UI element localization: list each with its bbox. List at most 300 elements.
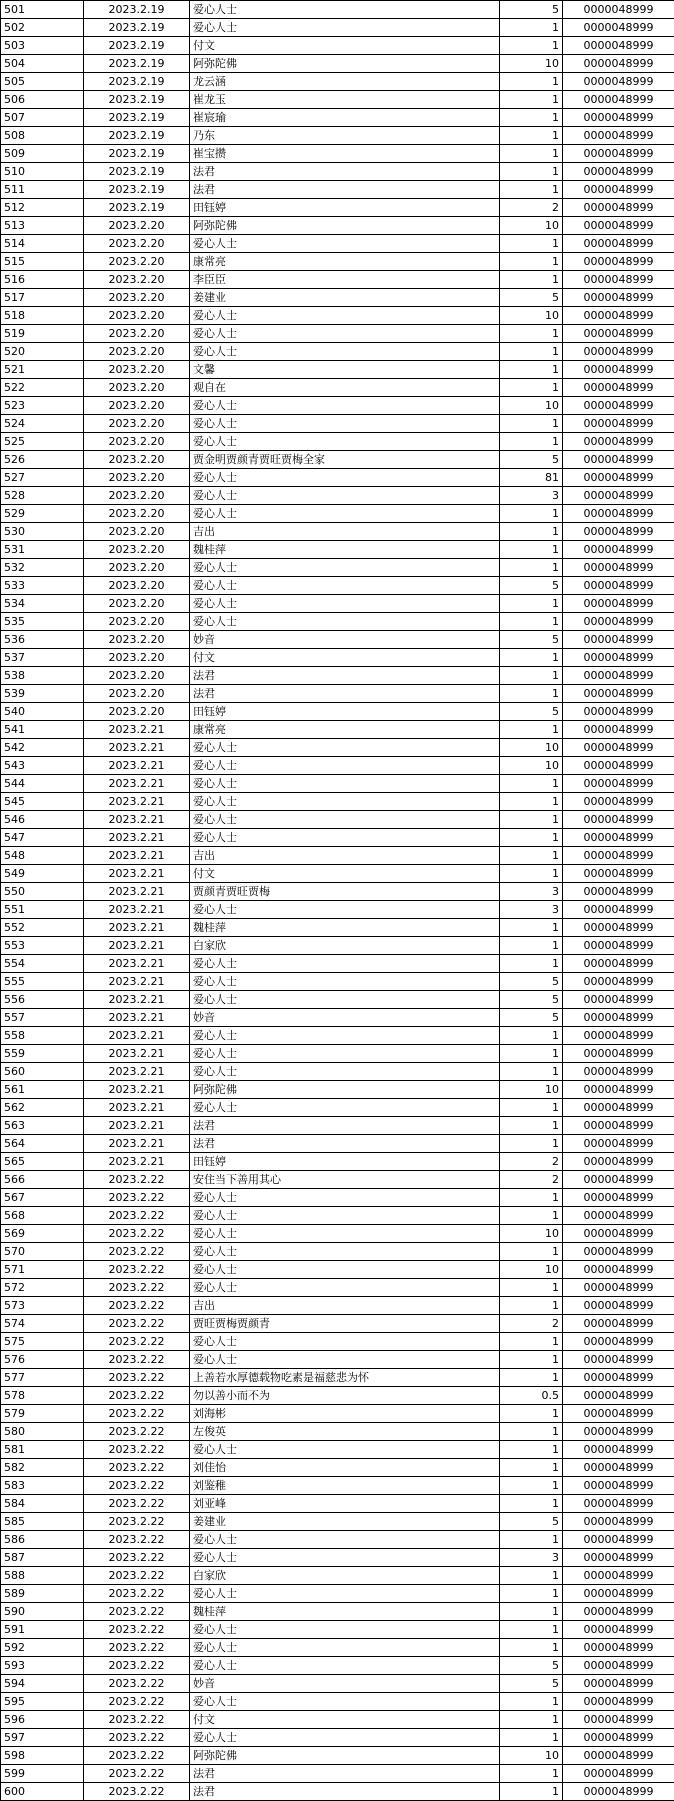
- account-number-cell: 0000048999: [563, 1243, 674, 1261]
- amount-cell: 1: [500, 1027, 563, 1045]
- amount-cell: 1: [500, 847, 563, 865]
- donor-name-cell: 乃东: [190, 127, 500, 145]
- serial-number-cell: 575: [1, 1333, 84, 1351]
- table-row: [1, 1639, 674, 1657]
- donor-name-cell: 法君: [190, 1135, 500, 1153]
- amount-cell: 1: [500, 1333, 563, 1351]
- account-number-cell: 0000048999: [563, 1009, 674, 1027]
- table-row: [1, 1261, 674, 1279]
- donor-name-cell: 吉出: [190, 523, 500, 541]
- serial-number-cell: 523: [1, 397, 84, 415]
- table-row: [1, 1567, 674, 1585]
- amount-cell: 1: [500, 181, 563, 199]
- donor-name-cell: 爱心人士: [190, 955, 500, 973]
- donor-name-cell: 爱心人士: [190, 1207, 500, 1225]
- account-number-cell: 0000048999: [563, 325, 674, 343]
- amount-cell: 1: [500, 667, 563, 685]
- account-number-cell: 0000048999: [563, 559, 674, 577]
- serial-number-cell: 594: [1, 1675, 84, 1693]
- serial-number-cell: 566: [1, 1171, 84, 1189]
- table-row: [1, 1711, 674, 1729]
- table-row: [1, 343, 674, 361]
- amount-cell: 1: [500, 793, 563, 811]
- serial-number-cell: 556: [1, 991, 84, 1009]
- account-number-cell: 0000048999: [563, 667, 674, 685]
- account-number-cell: 0000048999: [563, 505, 674, 523]
- donor-name-cell: 法君: [190, 667, 500, 685]
- account-number-cell: 0000048999: [563, 901, 674, 919]
- account-number-cell: 0000048999: [563, 1135, 674, 1153]
- amount-cell: 5: [500, 991, 563, 1009]
- account-number-cell: 0000048999: [563, 271, 674, 289]
- amount-cell: 5: [500, 289, 563, 307]
- donor-name-cell: 爱心人士: [190, 811, 500, 829]
- serial-number-cell: 564: [1, 1135, 84, 1153]
- amount-cell: 1: [500, 685, 563, 703]
- date-cell: 2023.2.22: [84, 1603, 190, 1621]
- date-cell: 2023.2.21: [84, 1063, 190, 1081]
- account-number-cell: 0000048999: [563, 1081, 674, 1099]
- amount-cell: 10: [500, 757, 563, 775]
- amount-cell: 1: [500, 613, 563, 631]
- serial-number-cell: 593: [1, 1657, 84, 1675]
- amount-cell: 1: [500, 811, 563, 829]
- amount-cell: 3: [500, 901, 563, 919]
- date-cell: 2023.2.22: [84, 1567, 190, 1585]
- date-cell: 2023.2.20: [84, 523, 190, 541]
- amount-cell: 5: [500, 703, 563, 721]
- table-row: [1, 757, 674, 775]
- donor-name-cell: 上善若水厚德载物吃素是福慈悲为怀: [190, 1369, 500, 1387]
- donor-name-cell: 爱心人士: [190, 1441, 500, 1459]
- donor-name-cell: 爱心人士: [190, 19, 500, 37]
- date-cell: 2023.2.22: [84, 1639, 190, 1657]
- date-cell: 2023.2.20: [84, 541, 190, 559]
- donor-name-cell: 吉出: [190, 847, 500, 865]
- table-row: [1, 775, 674, 793]
- serial-number-cell: 531: [1, 541, 84, 559]
- date-cell: 2023.2.20: [84, 217, 190, 235]
- serial-number-cell: 597: [1, 1729, 84, 1747]
- date-cell: 2023.2.22: [84, 1441, 190, 1459]
- table-row: [1, 109, 674, 127]
- account-number-cell: 0000048999: [563, 793, 674, 811]
- serial-number-cell: 529: [1, 505, 84, 523]
- donor-name-cell: 刘佳怡: [190, 1459, 500, 1477]
- date-cell: 2023.2.20: [84, 613, 190, 631]
- serial-number-cell: 559: [1, 1045, 84, 1063]
- table-row: [1, 1495, 674, 1513]
- amount-cell: 1: [500, 523, 563, 541]
- amount-cell: 1: [500, 1117, 563, 1135]
- account-number-cell: 0000048999: [563, 1765, 674, 1783]
- account-number-cell: 0000048999: [563, 1783, 674, 1801]
- donor-name-cell: 阿弥陀佛: [190, 55, 500, 73]
- table-row: [1, 1279, 674, 1297]
- amount-cell: 1: [500, 1495, 563, 1513]
- serial-number-cell: 512: [1, 199, 84, 217]
- account-number-cell: 0000048999: [563, 1225, 674, 1243]
- table-row: [1, 937, 674, 955]
- account-number-cell: 0000048999: [563, 1369, 674, 1387]
- account-number-cell: 0000048999: [563, 919, 674, 937]
- date-cell: 2023.2.19: [84, 55, 190, 73]
- donor-name-cell: 爱心人士: [190, 829, 500, 847]
- table-row: [1, 793, 674, 811]
- serial-number-cell: 509: [1, 145, 84, 163]
- donor-name-cell: 付文: [190, 37, 500, 55]
- table-row: [1, 847, 674, 865]
- date-cell: 2023.2.21: [84, 847, 190, 865]
- table-row: [1, 1675, 674, 1693]
- table-row: [1, 181, 674, 199]
- table-row: [1, 379, 674, 397]
- serial-number-cell: 538: [1, 667, 84, 685]
- amount-cell: 10: [500, 1261, 563, 1279]
- account-number-cell: 0000048999: [563, 1351, 674, 1369]
- amount-cell: 1: [500, 91, 563, 109]
- serial-number-cell: 555: [1, 973, 84, 991]
- account-number-cell: 0000048999: [563, 1, 674, 19]
- serial-number-cell: 579: [1, 1405, 84, 1423]
- donor-name-cell: 法君: [190, 1783, 500, 1801]
- account-number-cell: 0000048999: [563, 1531, 674, 1549]
- table-row: [1, 1423, 674, 1441]
- account-number-cell: 0000048999: [563, 469, 674, 487]
- amount-cell: 1: [500, 1711, 563, 1729]
- serial-number-cell: 600: [1, 1783, 84, 1801]
- serial-number-cell: 595: [1, 1693, 84, 1711]
- serial-number-cell: 569: [1, 1225, 84, 1243]
- donor-name-cell: 爱心人士: [190, 397, 500, 415]
- serial-number-cell: 584: [1, 1495, 84, 1513]
- account-number-cell: 0000048999: [563, 487, 674, 505]
- serial-number-cell: 587: [1, 1549, 84, 1567]
- account-number-cell: 0000048999: [563, 145, 674, 163]
- table-row: [1, 1099, 674, 1117]
- serial-number-cell: 548: [1, 847, 84, 865]
- donor-name-cell: 吉出: [190, 1297, 500, 1315]
- serial-number-cell: 501: [1, 1, 84, 19]
- account-number-cell: 0000048999: [563, 289, 674, 307]
- donor-name-cell: 爱心人士: [190, 595, 500, 613]
- date-cell: 2023.2.19: [84, 19, 190, 37]
- date-cell: 2023.2.22: [84, 1225, 190, 1243]
- donor-name-cell: 阿弥陀佛: [190, 1081, 500, 1099]
- date-cell: 2023.2.21: [84, 919, 190, 937]
- donor-name-cell: 爱心人士: [190, 1225, 500, 1243]
- account-number-cell: 0000048999: [563, 631, 674, 649]
- account-number-cell: 0000048999: [563, 361, 674, 379]
- table-row: [1, 667, 674, 685]
- amount-cell: 5: [500, 631, 563, 649]
- date-cell: 2023.2.21: [84, 775, 190, 793]
- table-row: [1, 1189, 674, 1207]
- serial-number-cell: 506: [1, 91, 84, 109]
- donor-name-cell: 爱心人士: [190, 739, 500, 757]
- amount-cell: 10: [500, 55, 563, 73]
- serial-number-cell: 534: [1, 595, 84, 613]
- table-row: [1, 1153, 674, 1171]
- donor-name-cell: 崔宝攒: [190, 145, 500, 163]
- amount-cell: 1: [500, 1729, 563, 1747]
- account-number-cell: 0000048999: [563, 379, 674, 397]
- table-row: [1, 631, 674, 649]
- account-number-cell: 0000048999: [563, 55, 674, 73]
- date-cell: 2023.2.21: [84, 739, 190, 757]
- serial-number-cell: 524: [1, 415, 84, 433]
- date-cell: 2023.2.19: [84, 91, 190, 109]
- account-number-cell: 0000048999: [563, 1711, 674, 1729]
- serial-number-cell: 567: [1, 1189, 84, 1207]
- serial-number-cell: 507: [1, 109, 84, 127]
- date-cell: 2023.2.20: [84, 379, 190, 397]
- date-cell: 2023.2.20: [84, 631, 190, 649]
- donor-name-cell: 田钰婷: [190, 199, 500, 217]
- serial-number-cell: 537: [1, 649, 84, 667]
- donor-name-cell: 法君: [190, 685, 500, 703]
- amount-cell: 3: [500, 487, 563, 505]
- account-number-cell: 0000048999: [563, 1207, 674, 1225]
- date-cell: 2023.2.20: [84, 289, 190, 307]
- donor-name-cell: 爱心人士: [190, 415, 500, 433]
- account-number-cell: 0000048999: [563, 1153, 674, 1171]
- donor-name-cell: 爱心人士: [190, 307, 500, 325]
- account-number-cell: 0000048999: [563, 613, 674, 631]
- date-cell: 2023.2.20: [84, 487, 190, 505]
- account-number-cell: 0000048999: [563, 595, 674, 613]
- serial-number-cell: 568: [1, 1207, 84, 1225]
- account-number-cell: 0000048999: [563, 1387, 674, 1405]
- donor-name-cell: 左俊英: [190, 1423, 500, 1441]
- account-number-cell: 0000048999: [563, 181, 674, 199]
- table-row: [1, 289, 674, 307]
- amount-cell: 1: [500, 1765, 563, 1783]
- date-cell: 2023.2.22: [84, 1333, 190, 1351]
- table-row: [1, 1621, 674, 1639]
- serial-number-cell: 558: [1, 1027, 84, 1045]
- amount-cell: 1: [500, 1099, 563, 1117]
- donor-name-cell: 刘亚峰: [190, 1495, 500, 1513]
- serial-number-cell: 560: [1, 1063, 84, 1081]
- table-row: [1, 271, 674, 289]
- serial-number-cell: 591: [1, 1621, 84, 1639]
- donor-name-cell: 爱心人士: [190, 577, 500, 595]
- date-cell: 2023.2.22: [84, 1675, 190, 1693]
- donor-name-cell: 妙音: [190, 1009, 500, 1027]
- amount-cell: 3: [500, 1549, 563, 1567]
- date-cell: 2023.2.21: [84, 901, 190, 919]
- table-row: [1, 829, 674, 847]
- date-cell: 2023.2.20: [84, 667, 190, 685]
- donor-name-cell: 付文: [190, 1711, 500, 1729]
- amount-cell: 2: [500, 1153, 563, 1171]
- table-row: [1, 1351, 674, 1369]
- serial-number-cell: 541: [1, 721, 84, 739]
- amount-cell: 1: [500, 1531, 563, 1549]
- amount-cell: 1: [500, 37, 563, 55]
- serial-number-cell: 598: [1, 1747, 84, 1765]
- date-cell: 2023.2.22: [84, 1783, 190, 1801]
- amount-cell: 1: [500, 649, 563, 667]
- table-row: [1, 1171, 674, 1189]
- account-number-cell: 0000048999: [563, 1297, 674, 1315]
- amount-cell: 1: [500, 73, 563, 91]
- table-row: [1, 325, 674, 343]
- donor-name-cell: 魏桂萍: [190, 541, 500, 559]
- table-row: [1, 1513, 674, 1531]
- serial-number-cell: 599: [1, 1765, 84, 1783]
- amount-cell: 5: [500, 1, 563, 19]
- table-row: [1, 1405, 674, 1423]
- donor-name-cell: 爱心人士: [190, 1333, 500, 1351]
- account-number-cell: 0000048999: [563, 19, 674, 37]
- table-row: [1, 577, 674, 595]
- account-number-cell: 0000048999: [563, 1441, 674, 1459]
- date-cell: 2023.2.21: [84, 829, 190, 847]
- date-cell: 2023.2.20: [84, 307, 190, 325]
- date-cell: 2023.2.22: [84, 1531, 190, 1549]
- donor-name-cell: 刘海彬: [190, 1405, 500, 1423]
- date-cell: 2023.2.22: [84, 1243, 190, 1261]
- amount-cell: 1: [500, 1369, 563, 1387]
- account-number-cell: 0000048999: [563, 1171, 674, 1189]
- amount-cell: 1: [500, 1045, 563, 1063]
- serial-number-cell: 525: [1, 433, 84, 451]
- date-cell: 2023.2.20: [84, 415, 190, 433]
- donor-name-cell: 爱心人士: [190, 469, 500, 487]
- serial-number-cell: 576: [1, 1351, 84, 1369]
- account-number-cell: 0000048999: [563, 1495, 674, 1513]
- donor-name-cell: 爱心人士: [190, 1693, 500, 1711]
- amount-cell: 1: [500, 1603, 563, 1621]
- serial-number-cell: 549: [1, 865, 84, 883]
- donor-name-cell: 爱心人士: [190, 1027, 500, 1045]
- date-cell: 2023.2.21: [84, 955, 190, 973]
- donor-name-cell: 康常亮: [190, 253, 500, 271]
- account-number-cell: 0000048999: [563, 127, 674, 145]
- account-number-cell: 0000048999: [563, 721, 674, 739]
- date-cell: 2023.2.20: [84, 325, 190, 343]
- amount-cell: 1: [500, 541, 563, 559]
- donor-name-cell: 白家欣: [190, 1567, 500, 1585]
- donor-name-cell: 爱心人士: [190, 1261, 500, 1279]
- date-cell: 2023.2.21: [84, 757, 190, 775]
- date-cell: 2023.2.20: [84, 469, 190, 487]
- amount-cell: 2: [500, 1171, 563, 1189]
- date-cell: 2023.2.21: [84, 811, 190, 829]
- amount-cell: 1: [500, 919, 563, 937]
- account-number-cell: 0000048999: [563, 757, 674, 775]
- account-number-cell: 0000048999: [563, 685, 674, 703]
- amount-cell: 10: [500, 397, 563, 415]
- date-cell: 2023.2.21: [84, 937, 190, 955]
- amount-cell: 1: [500, 1621, 563, 1639]
- account-number-cell: 0000048999: [563, 343, 674, 361]
- donor-name-cell: 贾金明贾颜青贾旺贾梅全家: [190, 451, 500, 469]
- amount-cell: 81: [500, 469, 563, 487]
- amount-cell: 1: [500, 109, 563, 127]
- serial-number-cell: 516: [1, 271, 84, 289]
- serial-number-cell: 586: [1, 1531, 84, 1549]
- donor-name-cell: 阿弥陀佛: [190, 217, 500, 235]
- serial-number-cell: 553: [1, 937, 84, 955]
- serial-number-cell: 505: [1, 73, 84, 91]
- account-number-cell: 0000048999: [563, 73, 674, 91]
- account-number-cell: 0000048999: [563, 937, 674, 955]
- serial-number-cell: 543: [1, 757, 84, 775]
- serial-number-cell: 527: [1, 469, 84, 487]
- amount-cell: 1: [500, 1459, 563, 1477]
- serial-number-cell: 544: [1, 775, 84, 793]
- amount-cell: 5: [500, 973, 563, 991]
- date-cell: 2023.2.21: [84, 1045, 190, 1063]
- account-number-cell: 0000048999: [563, 415, 674, 433]
- donor-name-cell: 贾颜青贾旺贾梅: [190, 883, 500, 901]
- serial-number-cell: 552: [1, 919, 84, 937]
- amount-cell: 1: [500, 1135, 563, 1153]
- account-number-cell: 0000048999: [563, 1045, 674, 1063]
- date-cell: 2023.2.21: [84, 1117, 190, 1135]
- account-number-cell: 0000048999: [563, 703, 674, 721]
- table-row: [1, 1081, 674, 1099]
- table-row: [1, 1747, 674, 1765]
- table-row: [1, 217, 674, 235]
- account-number-cell: 0000048999: [563, 1117, 674, 1135]
- date-cell: 2023.2.20: [84, 649, 190, 667]
- amount-cell: 1: [500, 433, 563, 451]
- account-number-cell: 0000048999: [563, 739, 674, 757]
- amount-cell: 10: [500, 739, 563, 757]
- table-row: [1, 1315, 674, 1333]
- amount-cell: 1: [500, 1063, 563, 1081]
- date-cell: 2023.2.22: [84, 1621, 190, 1639]
- table-row: [1, 523, 674, 541]
- table-row: [1, 559, 674, 577]
- date-cell: 2023.2.22: [84, 1585, 190, 1603]
- table-row: [1, 919, 674, 937]
- table-row: [1, 865, 674, 883]
- donor-name-cell: 爱心人士: [190, 973, 500, 991]
- account-number-cell: 0000048999: [563, 883, 674, 901]
- serial-number-cell: 570: [1, 1243, 84, 1261]
- date-cell: 2023.2.22: [84, 1423, 190, 1441]
- donor-name-cell: 爱心人士: [190, 1729, 500, 1747]
- date-cell: 2023.2.22: [84, 1549, 190, 1567]
- table-row: [1, 1045, 674, 1063]
- serial-number-cell: 532: [1, 559, 84, 577]
- serial-number-cell: 502: [1, 19, 84, 37]
- table-row: [1, 721, 674, 739]
- amount-cell: 1: [500, 955, 563, 973]
- table-row: [1, 1207, 674, 1225]
- amount-cell: 2: [500, 199, 563, 217]
- date-cell: 2023.2.22: [84, 1387, 190, 1405]
- date-cell: 2023.2.19: [84, 181, 190, 199]
- donor-name-cell: 勿以善小而不为: [190, 1387, 500, 1405]
- serial-number-cell: 592: [1, 1639, 84, 1657]
- table-row: [1, 433, 674, 451]
- amount-cell: 1: [500, 343, 563, 361]
- serial-number-cell: 513: [1, 217, 84, 235]
- donor-name-cell: 爱心人士: [190, 1279, 500, 1297]
- account-number-cell: 0000048999: [563, 163, 674, 181]
- date-cell: 2023.2.21: [84, 1027, 190, 1045]
- amount-cell: 1: [500, 1783, 563, 1801]
- date-cell: 2023.2.21: [84, 1099, 190, 1117]
- donor-name-cell: 爱心人士: [190, 1099, 500, 1117]
- date-cell: 2023.2.19: [84, 73, 190, 91]
